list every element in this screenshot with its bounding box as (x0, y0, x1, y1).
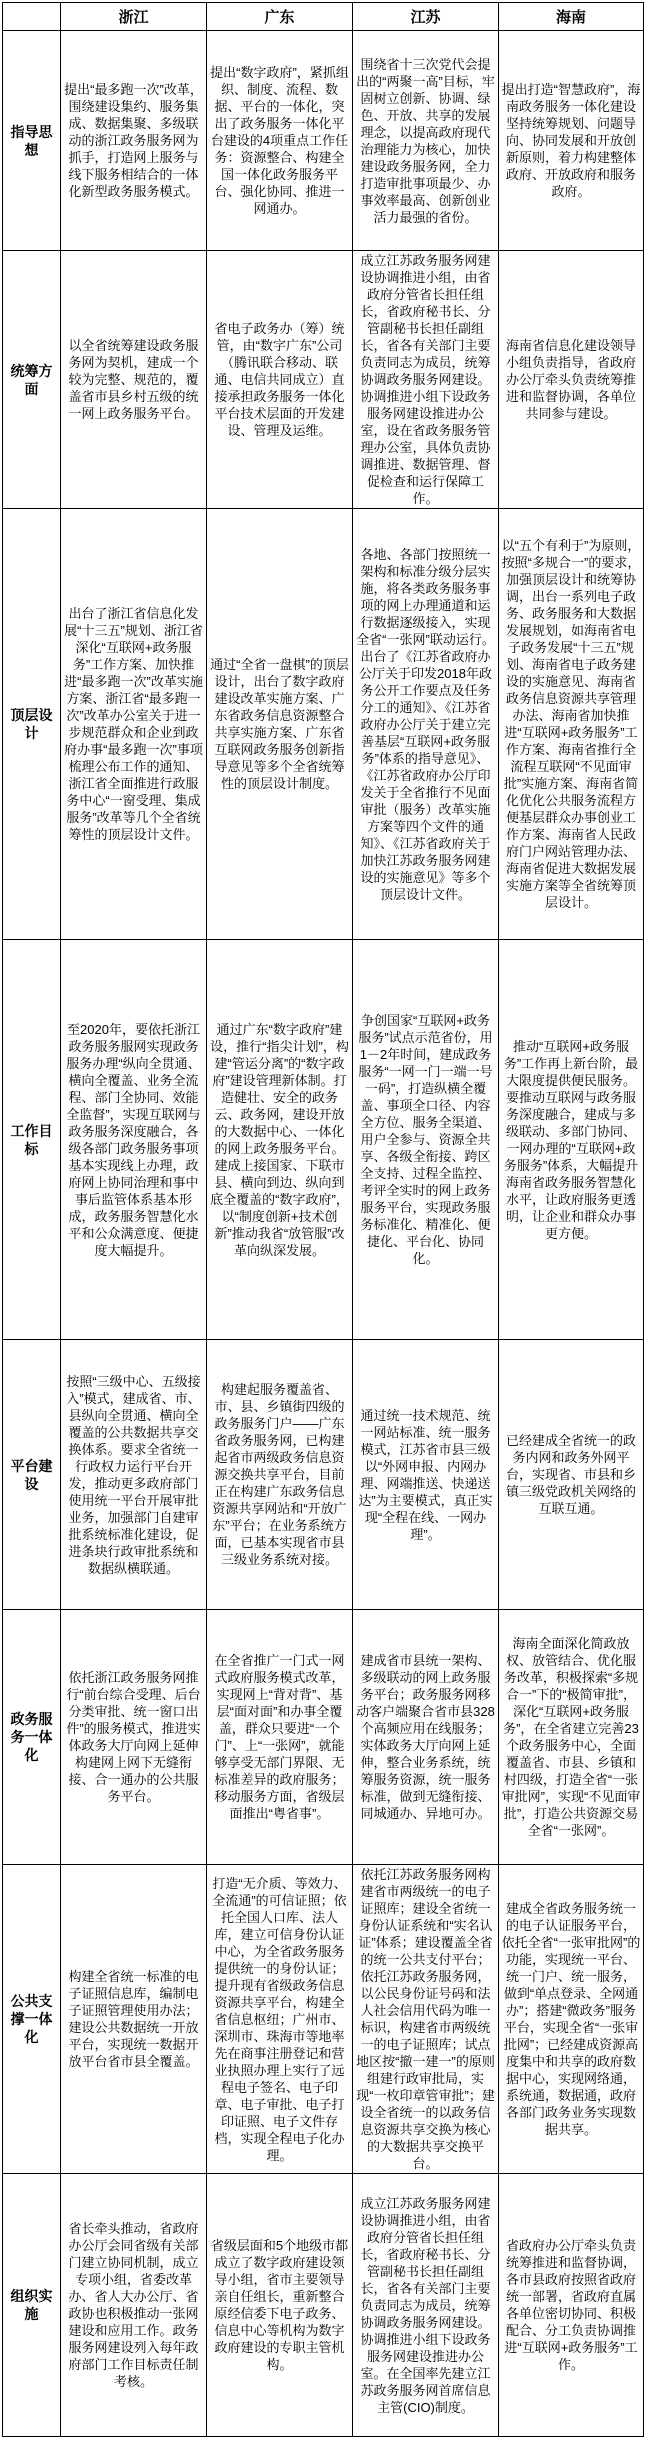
cell-platform-guangdong: 构建起服务覆盖省、市、县、乡镇街四级的政务服务门户——广东省政务服务网，已构建起省市两级政务信息资源交换共享平台，目前正在构建广东政务信息资源共享网站和“开放广东”平台；在业务系统方面，已基本实现省市县三级业务系统对接。 (207, 1340, 353, 1610)
column-header-guangdong: 广东 (207, 3, 353, 31)
column-header-hainan: 海南 (499, 3, 644, 31)
cell-platform-jiangsu: 通过统一技术规范、统一网站标准、统一服务模式，江苏省市县三级以“外网申报、内网办理、网端推送、快递送达”为主要模式，真正实现“全程在线、一网办理”。 (353, 1340, 499, 1610)
cell-support-jiangsu: 依托江苏政务服务网构建省市两级统一的电子证照库；建设全省统一身份认证系统和“实名认证”体系；建设覆盖全省的统一公共支付平台；依托江苏政务服务网，以公民身份证号码和法人社会信用代码为唯一标识，构建省市两级统一的电子证照库；试点地区按“撤一建一”的原则组建行政审批局，实现“一枚印章管审批”；建设全省统一的以政务信息资源共享交换为核心的大数据共享交换平台。 (353, 1865, 499, 2174)
cell-support-guangdong: 打造“无介质、等效力、全流通”的可信证照；依托全国人口库、法人库，建立可信身份认证中心，为全省政务服务提供统一的身份认证；提升现有省级政务信息资源共享平台，构建全省信息枢纽；广州市、深圳市、珠海市等地率先在商事注册登记和营业执照办理上实行了远程电子签名、电子印章、电子审批、电子打印证照、电子文件存档，实现全程电子化办理。 (207, 1865, 353, 2174)
table-row-coordination (3, 251, 644, 509)
cell-service-hainan: 海南全面深化简政放权、放管结合、优化服务改革，积极探索“多规合一”下的“极简审批”，深化“互联网+政务服务”，在全省建立完善23个政务服务中心，全面覆盖省、市县、乡镇和村四级，打造全省“一张审批网”，实现“不见面审批”，打造公共资源交易全省“一张网”。 (499, 1610, 644, 1865)
table-row-work-goals (3, 940, 644, 1340)
cell-service-zhejiang: 依托浙江政务服务网推行“前台综合受理、后台分类审批、统一窗口出件”的服务模式，推进实体政务大厅向网上延伸构建网上网下无缝衔接、合一通办的公共服务平台。 (61, 1610, 207, 1865)
row-label-platform-construction: 平台建设 (3, 1340, 61, 1610)
cell-design-guangdong: 通过“全省一盘棋”的顶层设计，出台了数字政府建设改革实施方案、广东省政务信息资源整合共享实施方案、广东省互联网政务服务创新指导意见等多个全省统筹性的顶层设计制度。 (207, 509, 353, 940)
row-label-top-level-design: 顶层设计 (3, 509, 61, 940)
cell-goals-guangdong: 通过广东“数字政府”建设，推行“指尖计划”，构建“管运分离”的“数字政府”建设管理新体制。打造健壮、安全的政务云、政务网，建设开放的大数据中心、一体化的网上政务服务平台。建成上接国家、下联市县、横向到边、纵向到底全覆盖的“数字政府”，以“制度创新+技术创新”推动我省“放管服”改革向纵深发展。 (207, 940, 353, 1340)
cell-platform-zhejiang: 按照“三级中心、五级接入”模式，建成省、市、县纵向全贯通、横向全覆盖的公共数据共享交换体系。要求全省统一行政权力运行平台开发，推动更多政府部门使用统一平台开展审批业务，加强部门自建审批系统标准化建设，促进条块行政审批系统和数据纵横联通。 (61, 1340, 207, 1610)
table-row-support-integration (3, 1865, 644, 2174)
row-label-guiding-ideology: 指导思想 (3, 31, 61, 251)
cell-coordination-zhejiang: 以全省统筹建设政务服务网为契机，建成一个较为完整、规范的，覆盖省市县乡村五级的统一网上政务服务平台。 (61, 251, 207, 509)
cell-guiding-guangdong: 提出“数字政府”，紧抓组织、制度、流程、数据、平台的一体化，突出了政务服务一体化平台建设的4项重点工作任务：资源整合、构建全国一体化政务服务平台、强化协同、推进一网通办。 (207, 31, 353, 251)
cell-guiding-hainan: 提出打造“智慧政府”，海南政务服务一体化建设坚持统筹规划、问题导向、协同发展和开放创新原则，着力构建整体政府、开放政府和服务政府。 (499, 31, 644, 251)
cell-coordination-guangdong: 省电子政务办（筹）统管，由“数字广东”公司（腾讯联合移动、联通、电信共同成立）直接承担政务服务一体化平台技术层面的开发建设、管理及运维。 (207, 251, 353, 509)
cell-goals-zhejiang: 至2020年，要依托浙江政务服务服网实现政务服务办理“纵向全贯通、横向全覆盖、业务全流程、部门全协同、效能全监督”，实现互联网与政务服务深度融合，各级各部门政务服务事项基本实现线上办理，政府网上协同治理和事中事后监管体系基本形成，政务服务智慧化水平和公众满意度、便捷度大幅提升。 (61, 940, 207, 1340)
corner-cell (3, 3, 61, 31)
cell-design-zhejiang: 出台了浙江省信息化发展“十三五”规划、浙江省深化“互联网+政务服务”工作方案、加快推进“最多跑一次”改革实施方案、浙江省“最多跑一次”改革办公室关于进一步规范群众和企业到政府办事“最多跑一次”事项梳理公布工作的通知、浙江省全面推进行政服务中心“一窗受理、集成服务”改革等几个全省统筹性的顶层设计文件。 (61, 509, 207, 940)
row-label-coordination: 统筹方面 (3, 251, 61, 509)
table-row-guiding-ideology (3, 31, 644, 251)
cell-goals-jiangsu: 争创国家“互联网+政务服务”试点示范省份，用1－2年时间，建成政务服务“一网一门一端一号一码”，打造纵横全覆盖、事项全口径、内容全方位、服务全渠道、用户全参与、资源全共享、各级全衔接、跨区全支持、过程全监控、考评全实时的网上政务服务平台，实现政务服务标准化、精准化、便捷化、平台化、协同化。 (353, 940, 499, 1340)
province-comparison-table (2, 2, 644, 2437)
column-header-zhejiang: 浙江 (61, 3, 207, 31)
cell-guiding-zhejiang: 提出“最多跑一次”改革，围绕建设集约、服务集成、数据集聚、多级联动的浙江政务服务网为抓手，打造网上服务与线下服务相结合的一体化新型政务服务模式。 (61, 31, 207, 251)
cell-organization-jiangsu: 成立江苏政务服务网建设协调推进小组，由省政府分管省长担任组长，省政府秘书长、分管副秘书长担任副组长，省各有关部门主要负责同志为成员，统筹协调政务服务网建设。协调推进小组下设政务服务网建设推进办公室。在全国率先建立江苏政务服务网首席信息主管(CIO)制度。 (353, 2174, 499, 2437)
cell-guiding-jiangsu: 围绕省十三次党代会提出的“两聚一高”目标，牢固树立创新、协调、绿色、开放、共享的发展理念，以提高政府现代治理能力为核心，加快建设政务服务网，全力打造审批事项最少、办事效率最高、创新创业活力最强的省份。 (353, 31, 499, 251)
cell-organization-zhejiang: 省长牵头推动，省政府办公厅会同省级有关部门建立协同机制，成立专项小组，省委改革办、省人大办公厅、省政协也积极推动一张网建设和应用工作。政务服务网建设列入每年政府部门工作目标责任制考核。 (61, 2174, 207, 2437)
cell-service-jiangsu: 建成省市县统一架构、多级联动的网上政务服务平台；政务服务网移动客户端聚合省市县328个高频应用在线服务；实体政务大厅向网上延伸，整合业务系统，统筹服务资源，统一服务标准，做到无缝衔接、同城通办、异地可办。 (353, 1610, 499, 1865)
cell-coordination-jiangsu: 成立江苏政务服务网建设协调推进小组，由省政府分管省长担任组长，省政府秘书长、分管副秘书长担任副组长，省各有关部门主要负责同志为成员，统筹协调政务服务网建设。协调推进小组下设政务服务网建设推进办公室，设在省政务服务管理办公室，具体负责协调推进、数据管理、督促检查和运行保障工作。 (353, 251, 499, 509)
cell-support-zhejiang: 构建全省统一标准的电子证照信息库，编制电子证照管理使用办法；建设公共数据统一开放平台，实现统一数据开放平台省市县全覆盖。 (61, 1865, 207, 2174)
table-row-service-integration (3, 1610, 644, 1865)
cell-support-hainan: 建成全省政务服务统一的电子认证服务平台，依托全省“一张审批网”的功能，实现统一平台、统一门户、统一服务，做到“单点登录、全网通办”；搭建“微政务”服务平台，实现全省“一张审批网”；已经建成资源高度集中和共享的政府数据中心，实现网络通，系统通，数据通，政府各部门政务业务实现数据共享。 (499, 1865, 644, 2174)
cell-platform-hainan: 已经建成全省统一的政务内网和政务外网平台，实现省、市县和乡镇三级党政机关网络的互联互通。 (499, 1340, 644, 1610)
column-header-jiangsu: 江苏 (353, 3, 499, 31)
row-label-work-goals: 工作目标 (3, 940, 61, 1340)
cell-coordination-hainan: 海南省信息化建设领导小组负责指导，省政府办公厅牵头负责统筹推进和监督协调，各单位共同参与建设。 (499, 251, 644, 509)
cell-goals-hainan: 推动“互联网+政务服务”工作再上新台阶，最大限度提供便民服务。要推动互联网与政务服务深度融合，建成与多级联动、多部门协同、一网办理的“互联网+政务服务”体系，大幅提升海南省政务服务智慧化水平，让政府服务更透明，让企业和群众办事更方便。 (499, 940, 644, 1340)
cell-design-jiangsu: 各地、各部门按照统一架构和标准分级分层实施，将各类政务服务事项的网上办理通道和运行数据逐级接入，实现全省“一张网”联动运行。出台了《江苏省政府办公厅关于印发2018年政务公开工作要点及任务分工的通知》、《江苏省政府办公厅关于建立完善基层“互联网+政务服务”体系的指导意见》、《江苏省政府办公厅印发关于全省推行不见面审批（服务）改革实施方案等四个文件的通知》、《江苏省政府关于加快江苏政务服务网建设的实施意见》等多个顶层设计文件。 (353, 509, 499, 940)
table-row-organization-implementation (3, 2174, 644, 2437)
table-row-top-level-design (3, 509, 644, 940)
cell-organization-hainan: 省政府办公厅牵头负责统筹推进和监督协调，各市县政府按照省政府统一部署，省政府直属各单位密切协同、积极配合、分工负责协调推进“互联网+政务服务”工作。 (499, 2174, 644, 2437)
table-row-platform-construction (3, 1340, 644, 1610)
header-row (3, 3, 644, 31)
cell-design-hainan: 以“五个有利于”为原则，按照“多规合一”的要求，加强顶层设计和统筹协调，出台一系列电子政务、政务服务和大数据发展规划，如海南省电子政务发展“十三五”规划、海南省电子政务建设的实施意见、海南省政务信息资源共享管理办法、海南省加快推进“互联网+政务服务”工作方案、海南省推行全流程互联网“不见面审批”实施方案、海南省简化优化公共服务流程方便基层群众办事创业工作方案、海南省人民政府门户网站管理办法、海南省促进大数据发展实施方案等全省统筹顶层设计。 (499, 509, 644, 940)
cell-organization-guangdong: 省级层面和5个地级市都成立了数字政府建设领导小组，省市主要领导亲自任组长，重新整合原经信委下电子政务、信息中心等机构为数字政府建设的专职主管机构。 (207, 2174, 353, 2437)
cell-service-guangdong: 在全省推广一门式一网式政府服务模式改革，实现网上“背对背”、基层“面对面”和办事全覆盖，群众只要进“一个门”、上“一张网”，就能够享受无部门界限、无标准差异的政府服务；移动服务方面，省级层面推出“粤省事”。 (207, 1610, 353, 1865)
row-label-support-integration: 公共支撑一体化 (3, 1865, 61, 2174)
row-label-organization-implementation: 组织实施 (3, 2174, 61, 2437)
row-label-service-integration: 政务服务一体化 (3, 1610, 61, 1865)
